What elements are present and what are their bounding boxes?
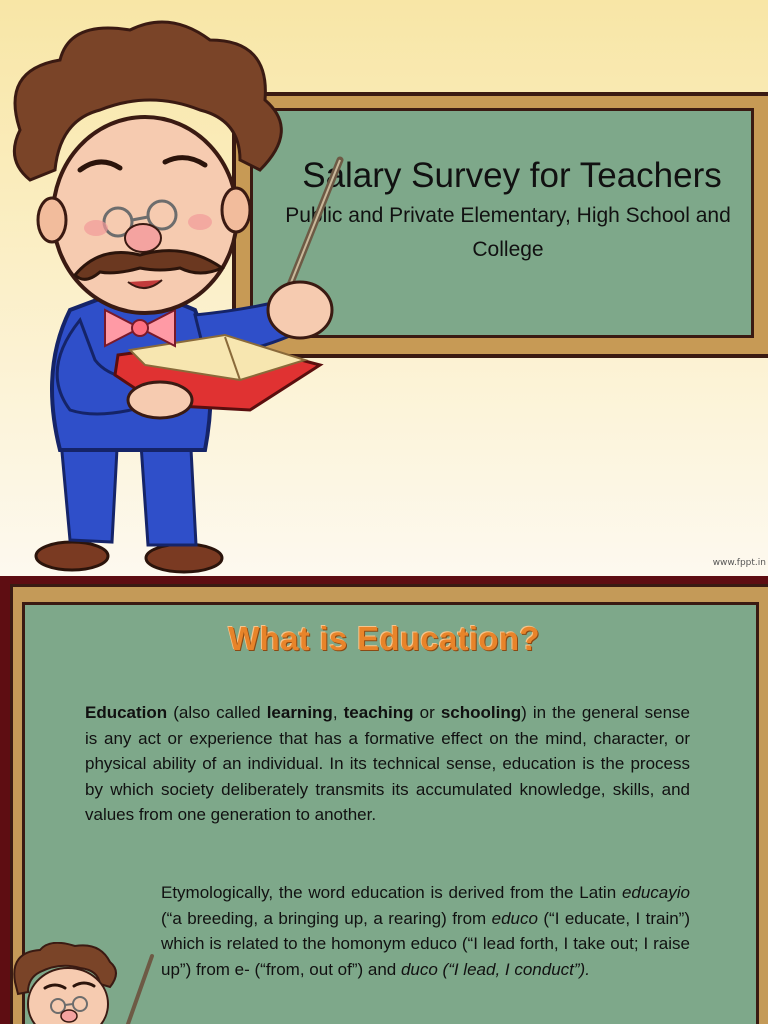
text-run: (“I educate, I train”) which is related to the homonym educo (“I lead forth, I take out; I raise up”) from e- (“from, out of”) and [161, 908, 691, 979]
term-educayio: educayio [621, 883, 690, 902]
definition-paragraph [85, 700, 690, 828]
watermark-text: www.fppt.in [712, 558, 766, 568]
text-run: (“a breeding, a bringing up, a rearing) from [161, 908, 492, 928]
slide-title: Salary Survey for Teachers [302, 156, 722, 195]
etymology-paragraph [161, 880, 690, 982]
text-run: (also called [167, 703, 267, 722]
text-run: , [332, 703, 344, 722]
term-educo: educo [491, 908, 538, 928]
slide-subtitle: Public and Private Elementary, High School and College [285, 204, 731, 261]
text-run: or [413, 703, 441, 722]
text-run: Etymologically, the word education is derived from the Latin [161, 883, 622, 902]
term-duco: duco (“I lead, I conduct”). [400, 959, 590, 979]
teacher-illustration [10, 942, 160, 1024]
term-schooling: schooling [440, 703, 522, 722]
teacher-illustration [0, 10, 350, 576]
content-slide [0, 576, 768, 1024]
term-education: Education [85, 703, 168, 722]
term-learning: learning [266, 703, 333, 722]
text-run: ) in the general sense is any act or experience that has a formative effect on the mind, character, or physical ability of an individual. In its technical sense, education is the process by which society deliberately transmits its accumulated knowledge, skills, and values from one generation to another. [85, 703, 691, 824]
term-teaching: teaching [343, 703, 414, 722]
slide-heading: What is Education? [228, 620, 540, 657]
